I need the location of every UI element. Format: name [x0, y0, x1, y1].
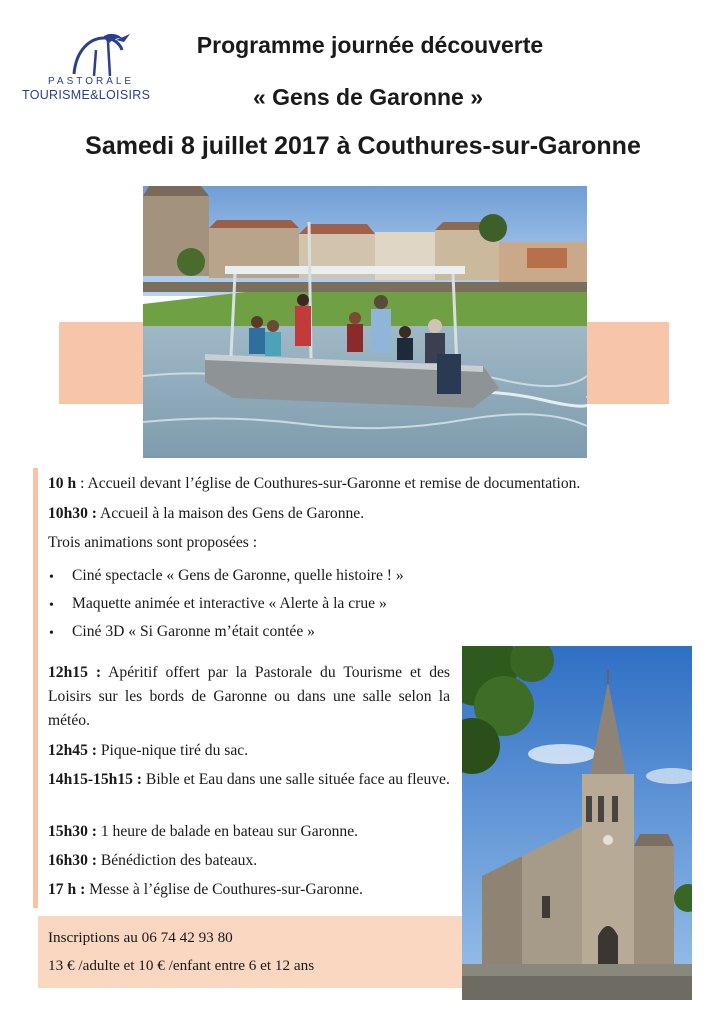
price-info: 13 € /adulte et 10 € /enfant entre 6 et 12 ans	[48, 957, 315, 974]
accent-block-left	[59, 322, 149, 404]
contact-box	[38, 916, 468, 988]
program-time: 17 h :	[48, 881, 86, 898]
program-time: 10h30 :	[48, 505, 97, 522]
program-text: Messe à l’église de Couthures-sur-Garonne.	[85, 881, 363, 898]
program-text: : Accueil devant l’église de Couthures-sur-Garonne et remise de documentation.	[76, 475, 581, 492]
program-item-1245	[48, 741, 248, 761]
list-item: Maquette animée et interactive « Alerte à la crue »	[72, 595, 387, 612]
program-item-1700	[48, 880, 363, 900]
registration-phone: Inscriptions au 06 74 42 93 80	[48, 929, 233, 946]
list-item: Ciné spectacle « Gens de Garonne, quelle histoire ! »	[72, 567, 404, 584]
program-item-1530	[48, 822, 358, 842]
boat-photo	[143, 186, 587, 458]
event-date-location: Samedi 8 juillet 2017 à Couthures-sur-Garonne	[85, 132, 641, 160]
logo-subtitle: PASTORALE	[48, 76, 135, 87]
program-text: Bénédiction des bateaux.	[96, 852, 258, 869]
bullet-icon: •	[49, 626, 54, 641]
church-photo	[462, 646, 692, 1000]
program-time: 16h30 :	[48, 852, 97, 869]
bird-cross-logo-icon	[64, 32, 144, 80]
program-text: Bible et Eau dans une salle située face au fleuve.	[142, 771, 450, 788]
program-time: 12h45 :	[48, 742, 97, 759]
accent-bar	[33, 468, 38, 908]
program-item-1000	[48, 474, 580, 494]
program-item-1630	[48, 851, 257, 871]
program-time: 15h30 :	[48, 823, 97, 840]
program-time: 12h15 :	[48, 664, 102, 681]
event-name: « Gens de Garonne »	[252, 84, 484, 110]
page-title: Programme journée découverte	[196, 32, 544, 58]
program-text: Apéritif offert par la Pastorale du Tourisme et des Loisirs sur les bords de Garonne ou dans une salle selon la météo.	[48, 664, 450, 729]
program-item-1415	[48, 768, 450, 792]
animations-intro: Trois animations sont proposées :	[48, 534, 258, 551]
program-item-1215	[48, 661, 450, 733]
logo-title: TOURISME&LOISIRS	[22, 88, 151, 102]
bullet-icon: •	[49, 570, 54, 585]
program-time: 14h15-15h15 :	[48, 771, 143, 788]
program-text: Pique-nique tiré du sac.	[96, 742, 249, 759]
bullet-icon: •	[49, 598, 54, 613]
program-time: 10 h	[48, 475, 77, 492]
list-item: Ciné 3D « Si Garonne m’était contée »	[72, 623, 315, 640]
accent-block-right	[584, 322, 669, 404]
program-text: 1 heure de balade en bateau sur Garonne.	[96, 823, 359, 840]
logo	[20, 32, 158, 108]
program-item-1030	[48, 504, 364, 524]
program-text: Accueil à la maison des Gens de Garonne.	[96, 505, 365, 522]
